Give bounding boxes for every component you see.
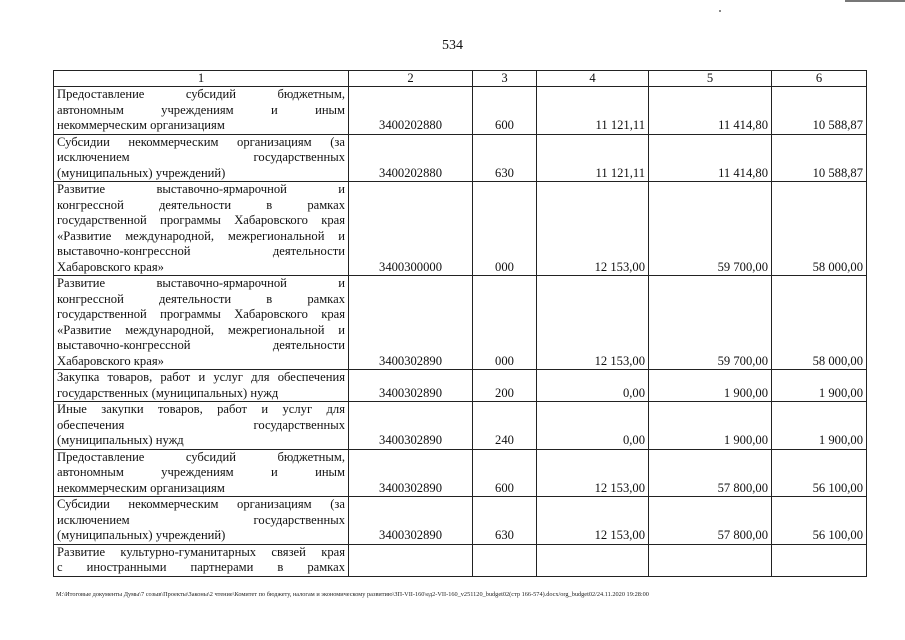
empty-cell [537,544,649,576]
row-code: 3400302890 [349,402,473,450]
table-row [54,276,867,370]
column-header-value-1: 4 [537,71,649,87]
row-value-1: 12 153,00 [537,497,649,545]
table-row [54,87,867,135]
description-line: Иные закупки товаров, работ и услуг для [57,402,345,416]
row-value-3: 10 588,87 [772,134,867,182]
row-value-1: 11 121,11 [537,87,649,135]
description-line: государственных (муниципальных) нужд [57,385,279,400]
table-row [54,370,867,402]
page-number: 534 [442,38,463,53]
row-value-2: 59 700,00 [649,182,772,276]
row-value-2: 57 800,00 [649,497,772,545]
row-value-2: 11 414,80 [649,87,772,135]
row-value-1: 12 153,00 [537,449,649,497]
description-line: исключением государственных [57,512,345,527]
description-line: (муниципальных) учреждений) [57,165,226,180]
row-value-3: 1 900,00 [772,370,867,402]
empty-cell [349,544,473,576]
row-code: 3400302890 [349,497,473,545]
row-value-2: 1 900,00 [649,402,772,450]
description-line: Хабаровского края» [57,259,164,274]
scan-edge-mark [845,0,905,2]
row-expense-type: 630 [473,497,537,545]
row-code: 3400202880 [349,134,473,182]
table-row [54,497,867,545]
row-expense-type: 600 [473,87,537,135]
row-value-2: 11 414,80 [649,134,772,182]
row-description [54,182,349,276]
row-expense-type: 000 [473,182,537,276]
row-value-3: 56 100,00 [772,449,867,497]
column-header-code: 2 [349,71,473,87]
description-line: «Развитие международной, межрегиональной и [57,228,345,243]
row-description [54,370,349,402]
description-line: (муниципальных) учреждений) [57,528,226,542]
row-value-1: 11 121,11 [537,134,649,182]
scan-speck [719,10,721,12]
row-value-2: 57 800,00 [649,449,772,497]
row-description [54,87,349,135]
row-description [54,497,349,545]
empty-cell [649,544,772,576]
description-line: «Развитие международной, межрегиональной и [57,322,345,337]
table-row [54,402,867,450]
description-line: некоммерческим организациям [57,480,225,495]
row-value-1: 0,00 [537,370,649,402]
description-line: автономным учреждениям и иным [57,102,345,117]
empty-cell [772,544,867,576]
description-line: Закупка товаров, работ и услуг для обеспечения [57,370,345,384]
table-header-row [54,71,867,87]
description-line: Предоставление субсидий бюджетным, [57,449,345,464]
row-value-3: 56 100,00 [772,497,867,545]
description-line: Субсидии некоммерческим организациям (за [57,497,345,511]
row-value-3: 1 900,00 [772,402,867,450]
description-line: Хабаровского края» [57,353,164,368]
description-line: Субсидии некоммерческим организациям (за [57,134,345,149]
description-line: государственной программы Хабаровского края [57,307,345,321]
description-line: (муниципальных) нужд [57,433,184,447]
row-value-2: 1 900,00 [649,370,772,402]
table-row [54,449,867,497]
description-line: Развитие выставочно-ярмарочной и [57,276,345,290]
row-expense-type: 630 [473,134,537,182]
row-description [54,402,349,450]
row-code: 3400202880 [349,87,473,135]
row-value-2: 59 700,00 [649,276,772,370]
row-code: 3400302890 [349,449,473,497]
row-code: 3400300000 [349,182,473,276]
row-value-3: 58 000,00 [772,276,867,370]
description-line: государственной программы Хабаровского края [57,213,345,227]
budget-table [53,70,867,577]
row-value-1: 0,00 [537,402,649,450]
row-expense-type: 600 [473,449,537,497]
description-line: выставочно-конгрессной деятельности [57,338,345,352]
row-code: 3400302890 [349,276,473,370]
row-value-3: 58 000,00 [772,182,867,276]
row-expense-type: 200 [473,370,537,402]
description-line: конгрессной деятельности в рамках [57,291,345,306]
description-line: автономным учреждениям и иным [57,465,345,479]
row-value-3: 10 588,87 [772,87,867,135]
row-description [54,276,349,370]
description-line: Развитие выставочно-ярмарочной и [57,182,345,196]
table-row [54,134,867,182]
row-expense-type: 240 [473,402,537,450]
description-line: обеспечения государственных [57,417,345,432]
document-path-footer: М:\Итоговые документы Думы\7 созыв\Проекты\Законы\2 чтение\Комитет по бюджету, налогам и экономическому развитию\ЗП-VII-160\ед2-VII-160_v251120_budget02(стр 166-574).docx/org_budget02/24.11.2020 19:28:00 [56,591,649,598]
description-line: с иностранными партнерами в рамках [57,560,345,574]
row-description [54,449,349,497]
description-line: конгрессной деятельности в рамках [57,197,345,212]
column-header-description: 1 [54,71,349,87]
description-line: выставочно-конгрессной деятельности [57,244,345,258]
column-header-type: 3 [473,71,537,87]
row-description [54,134,349,182]
row-expense-type: 000 [473,276,537,370]
table-row [54,182,867,276]
description-line: некоммерческим организациям [57,118,225,132]
row-value-1: 12 153,00 [537,276,649,370]
description-line: Развитие культурно-гуманитарных связей края [57,544,345,559]
table-row-truncated [54,544,867,576]
column-header-value-3: 6 [772,71,867,87]
description-line: Предоставление субсидий бюджетным, [57,87,345,101]
row-code: 3400302890 [349,370,473,402]
description-line: исключением государственных [57,150,345,164]
row-description [54,544,349,576]
empty-cell [473,544,537,576]
row-value-1: 12 153,00 [537,182,649,276]
column-header-value-2: 5 [649,71,772,87]
